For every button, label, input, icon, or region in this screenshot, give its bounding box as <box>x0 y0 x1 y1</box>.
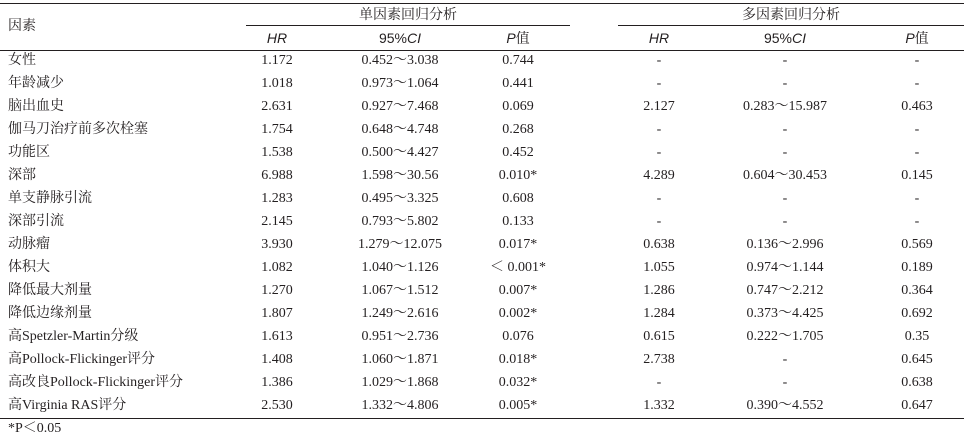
factor-cell: 高Spetzler-Martin分级 <box>8 329 139 344</box>
factor-cell: 动脉瘤 <box>8 237 50 252</box>
uni-p-header: P值 <box>506 30 530 46</box>
multi-ci-cell: - <box>782 122 788 137</box>
multi-hr-cell: - <box>656 122 662 137</box>
uni-ci-cell: 1.040～1.126 <box>361 260 439 275</box>
factor-cell: 降低边缘剂量 <box>8 306 92 321</box>
uni-p-cell: 0.133 <box>502 214 534 229</box>
multi-hr-cell: - <box>656 76 662 91</box>
multi-p-cell: - <box>914 122 920 137</box>
multi-hr-header: HR <box>648 30 670 46</box>
multi-p-cell: 0.638 <box>901 375 933 390</box>
multi-ci-cell: - <box>782 191 788 206</box>
uni-hr-cell: 1.807 <box>261 306 293 321</box>
uni-ci-cell: 1.249～2.616 <box>361 306 439 321</box>
multi-hr-cell: - <box>656 375 662 390</box>
factor-cell: 高改良Pollock-Flickinger评分 <box>8 375 183 390</box>
uni-hr-cell: 2.145 <box>261 214 293 229</box>
multi-p-cell: 0.145 <box>901 168 933 183</box>
uni-ci-header: 95%CI <box>378 30 422 46</box>
multi-p-cell: - <box>914 53 920 68</box>
uni-hr-cell: 2.530 <box>261 398 293 413</box>
multi-hr-cell: 0.638 <box>643 237 675 252</box>
multi-hr-cell: 2.127 <box>643 99 675 114</box>
uni-ci-cell: 1.279～12.075 <box>358 237 442 252</box>
multi-ci-cell: 0.222～1.705 <box>746 329 824 344</box>
factor-column-header: 因素 <box>8 17 36 33</box>
factor-cell: 深部 <box>8 168 36 183</box>
uni-hr-cell: 1.408 <box>261 352 293 367</box>
uni-ci-cell: 0.648～4.748 <box>361 122 439 137</box>
multi-ci-cell: - <box>782 375 788 390</box>
multi-ci-cell: - <box>782 352 788 367</box>
multivariate-group-header: 多因素回归分析 <box>742 6 840 22</box>
uni-p-cell: 0.608 <box>502 191 534 206</box>
uni-hr-cell: 2.631 <box>261 99 293 114</box>
uni-ci-cell: 1.060～1.871 <box>361 352 439 367</box>
uni-ci-cell: 0.973～1.064 <box>361 76 439 91</box>
uni-hr-cell: 6.988 <box>261 168 293 183</box>
group-underline-multivariate <box>618 25 964 26</box>
uni-p-cell: 0.452 <box>502 145 534 160</box>
uni-ci-cell: 0.951～2.736 <box>361 329 439 344</box>
multi-p-cell: 0.35 <box>904 329 930 344</box>
uni-ci-cell: 0.793～5.802 <box>361 214 439 229</box>
factor-cell: 脑出血史 <box>8 99 64 114</box>
multi-ci-cell: 0.604～30.453 <box>743 168 827 183</box>
factor-cell: 女性 <box>8 53 36 68</box>
factor-cell: 深部引流 <box>8 214 64 229</box>
multi-p-cell: - <box>914 214 920 229</box>
multi-ci-cell: 0.283～15.987 <box>743 99 827 114</box>
multi-hr-cell: - <box>656 214 662 229</box>
uni-p-cell: 0.441 <box>502 76 534 91</box>
uni-hr-cell: 3.930 <box>261 237 293 252</box>
multi-p-cell: 0.645 <box>901 352 933 367</box>
factor-cell: 功能区 <box>8 145 50 160</box>
multi-hr-cell: 1.284 <box>643 306 675 321</box>
multi-hr-cell: 1.332 <box>643 398 675 413</box>
uni-ci-cell: 1.332～4.806 <box>361 398 439 413</box>
uni-ci-cell: 0.927～7.468 <box>361 99 439 114</box>
multi-hr-cell: 0.615 <box>643 329 675 344</box>
factor-cell: 年龄减少 <box>8 76 64 91</box>
uni-ci-cell: 1.598～30.56 <box>361 168 439 183</box>
uni-hr-cell: 1.754 <box>261 122 293 137</box>
uni-p-cell: 0.744 <box>502 53 534 68</box>
multi-hr-cell: - <box>656 53 662 68</box>
multi-ci-cell: - <box>782 53 788 68</box>
multi-ci-cell: 0.974～1.144 <box>746 260 824 275</box>
group-underline-univariate <box>246 25 570 26</box>
multi-p-header: P值 <box>905 30 929 46</box>
uni-p-cell: 0.007* <box>498 283 538 298</box>
uni-hr-cell: 1.386 <box>261 375 293 390</box>
factor-cell: 体积大 <box>8 260 50 275</box>
uni-hr-header: HR <box>266 30 288 46</box>
uni-p-cell: 0.017* <box>498 237 538 252</box>
uni-p-cell: 0.002* <box>498 306 538 321</box>
multi-p-cell: 0.647 <box>901 398 933 413</box>
uni-p-cell: ＜ 0.001* <box>490 260 546 275</box>
factor-cell: 降低最大剂量 <box>8 283 92 298</box>
uni-hr-cell: 1.082 <box>261 260 293 275</box>
multi-hr-cell: - <box>656 191 662 206</box>
multi-ci-cell: 0.390～4.552 <box>746 398 824 413</box>
univariate-group-header: 单因素回归分析 <box>359 6 457 22</box>
multi-p-cell: - <box>914 191 920 206</box>
multi-p-cell: 0.463 <box>901 99 933 114</box>
factor-cell: 伽马刀治疗前多次栓塞 <box>8 122 148 137</box>
multi-p-cell: - <box>914 145 920 160</box>
multi-ci-cell: 0.747～2.212 <box>746 283 824 298</box>
multi-ci-cell: 0.373～4.425 <box>746 306 824 321</box>
multi-hr-cell: 4.289 <box>643 168 675 183</box>
factor-cell: 单支静脉引流 <box>8 191 92 206</box>
multi-hr-cell: 1.286 <box>643 283 675 298</box>
multi-ci-header: 95%CI <box>763 30 807 46</box>
multi-ci-cell: - <box>782 76 788 91</box>
uni-hr-cell: 1.172 <box>261 53 293 68</box>
footnote: *P＜0.05 <box>8 421 62 436</box>
factor-cell: 高Pollock-Flickinger评分 <box>8 352 155 367</box>
uni-p-cell: 0.069 <box>502 99 534 114</box>
uni-p-cell: 0.076 <box>502 329 534 344</box>
uni-ci-cell: 0.452～3.038 <box>361 53 439 68</box>
multi-ci-cell: 0.136～2.996 <box>746 237 824 252</box>
uni-hr-cell: 1.613 <box>261 329 293 344</box>
uni-ci-cell: 0.500～4.427 <box>361 145 439 160</box>
uni-p-cell: 0.010* <box>498 168 538 183</box>
multi-hr-cell: 1.055 <box>643 260 675 275</box>
uni-hr-cell: 1.283 <box>261 191 293 206</box>
multi-hr-cell: 2.738 <box>643 352 675 367</box>
multi-hr-cell: - <box>656 145 662 160</box>
multi-p-cell: - <box>914 76 920 91</box>
uni-p-cell: 0.268 <box>502 122 534 137</box>
bottom-rule <box>0 418 964 419</box>
uni-hr-cell: 1.538 <box>261 145 293 160</box>
uni-ci-cell: 1.067～1.512 <box>361 283 439 298</box>
multi-p-cell: 0.692 <box>901 306 933 321</box>
uni-hr-cell: 1.018 <box>261 76 293 91</box>
uni-p-cell: 0.018* <box>498 352 538 367</box>
multi-ci-cell: - <box>782 214 788 229</box>
multi-p-cell: 0.569 <box>901 237 933 252</box>
multi-ci-cell: - <box>782 145 788 160</box>
multi-p-cell: 0.189 <box>901 260 933 275</box>
multi-p-cell: 0.364 <box>901 283 933 298</box>
uni-hr-cell: 1.270 <box>261 283 293 298</box>
factor-cell: 高Virginia RAS评分 <box>8 398 127 413</box>
uni-ci-cell: 1.029～1.868 <box>361 375 439 390</box>
uni-p-cell: 0.032* <box>498 375 538 390</box>
uni-ci-cell: 0.495～3.325 <box>361 191 439 206</box>
uni-p-cell: 0.005* <box>498 398 538 413</box>
